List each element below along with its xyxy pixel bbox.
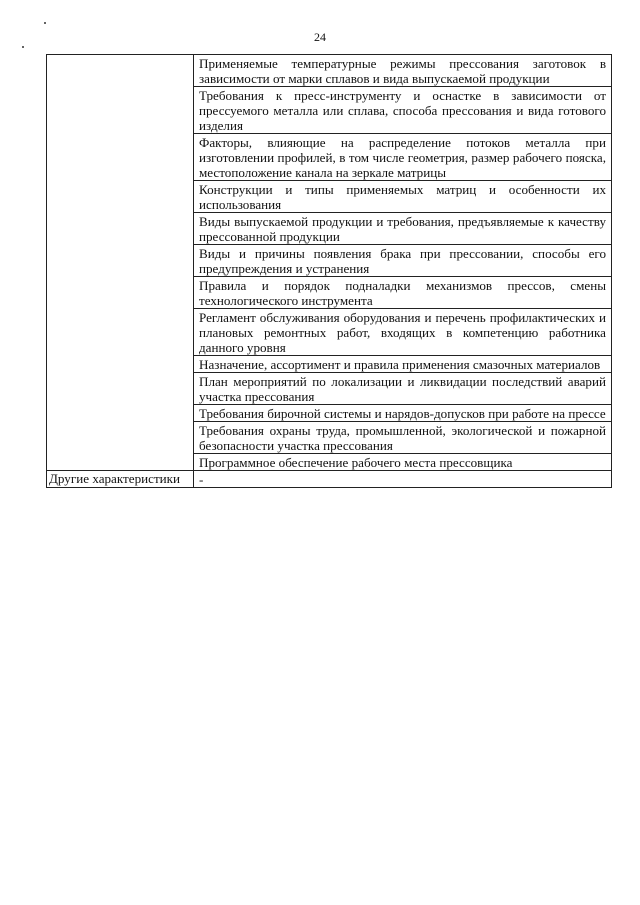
scan-speck: [22, 46, 24, 48]
knowledge-item: Требования охраны труда, промышленной, экологической и пожарной безопасности участка прессования: [194, 422, 612, 454]
knowledge-item: Виды и причины появления брака при прессовании, способы его предупреждения и устранения: [194, 245, 612, 277]
knowledge-item: План мероприятий по локализации и ликвидации последствий аварий участка прессования: [194, 373, 612, 405]
knowledge-item: Конструкции и типы применяемых матриц и особенности их использования: [194, 181, 612, 213]
other-characteristics-label: Другие характеристики: [47, 471, 194, 488]
knowledge-item: Виды выпускаемой продукции и требования, предъявляемые к качеству прессованной продукции: [194, 213, 612, 245]
knowledge-item: Назначение, ассортимент и правила применения смазочных материалов: [194, 356, 612, 373]
knowledge-item: Требования к пресс-инструменту и оснастке в зависимости от прессуемого металла или сплава, способа прессования и вида готового изделия: [194, 87, 612, 134]
other-characteristics-value: -: [194, 471, 612, 488]
required-knowledge-label-cell: [47, 55, 194, 471]
knowledge-item: Требования бирочной системы и нарядов-допусков при работе на прессе: [194, 405, 612, 422]
table-row: [47, 471, 612, 488]
knowledge-item: Правила и порядок подналадки механизмов прессов, смены технологического инструмента: [194, 277, 612, 309]
requirements-table: [46, 54, 612, 488]
page-number: 24: [314, 30, 326, 44]
knowledge-item: Регламент обслуживания оборудования и перечень профилактических и плановых ремонтных работ, входящих в компетенцию работника данного уровня: [194, 309, 612, 356]
table-row: [47, 55, 612, 87]
scan-speck: [44, 22, 46, 24]
knowledge-item: Применяемые температурные режимы прессования заготовок в зависимости от марки сплавов и вида выпускаемой продукции: [194, 55, 612, 87]
knowledge-item: Программное обеспечение рабочего места прессовщика: [194, 454, 612, 471]
knowledge-item: Факторы, влияющие на распределение потоков металла при изготовлении профилей, в том числе геометрия, размер рабочего пояска, местоположение канала на зеркале матрицы: [194, 134, 612, 181]
